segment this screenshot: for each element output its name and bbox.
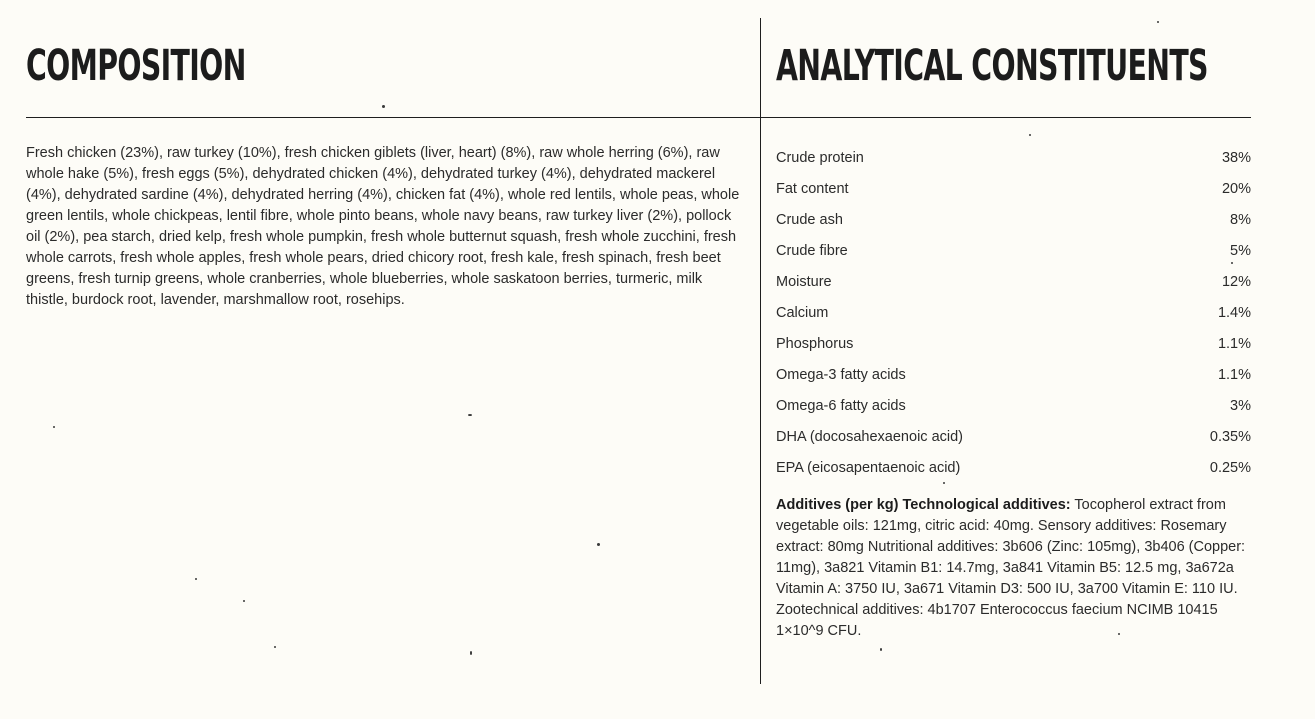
composition-section [26,0,760,311]
additives-label: Additives (per kg) Technological additives: [776,497,1071,513]
constituent-row [776,205,1251,236]
constituent-row [776,360,1251,391]
constituent-value: 8% [1230,212,1251,228]
constituent-row [776,236,1251,267]
constituent-value: 0.25% [1209,460,1251,476]
constituent-value: 1.4% [1217,305,1251,321]
additives-details: Tocopherol extract from vegetable oils: 121mg, citric acid: 40mg. Sensory additives: Rosemary extract: 80mg Nutritional additives: 3b606 (Zinc: 105mg), 3b406 (Copper: 11mg), 3a821 Vitamin B1: 14.7mg, 3a841 Vitamin B5: 12.5 mg, 3a672a Vitamin A: 3750 IU, 3a671 Vitamin D3: 500 IU, 3a700 Vitamin E: 110 IU. Zootechnical additives: 4b1707 Enterococcus faecium NCIMB 10415 1×10^9 CFU. [776,497,1246,639]
constituent-name: Omega-6 fatty acids [776,398,906,414]
constituent-row [776,298,1251,329]
constituent-value: 12% [1221,274,1251,290]
constituent-name: Moisture [776,274,832,290]
constituent-row [776,267,1251,298]
constituent-name: Omega-3 fatty acids [776,367,906,383]
constituent-name: DHA (docosahexaenoic acid) [776,429,963,445]
constituent-name: EPA (eicosapentaenoic acid) [776,460,961,476]
constituent-row [776,422,1251,453]
constituent-value: 3% [1230,398,1251,414]
constituent-name: Phosphorus [776,336,854,352]
constituent-value: 5% [1230,243,1251,259]
constituent-name: Calcium [776,305,829,321]
constituent-name: Fat content [776,181,849,197]
analytical-title: ANALYTICAL CONSTITUENTS [776,41,1208,91]
constituent-value: 1.1% [1217,336,1251,352]
constituent-name: Crude fibre [776,243,848,259]
constituent-row [776,143,1251,174]
constituent-value: 20% [1221,181,1251,197]
constituents-list [776,143,1251,484]
analytical-section [776,0,1251,657]
composition-text: Fresh chicken (23%), raw turkey (10%), fresh chicken giblets (liver, heart) (8%), raw whole herring (6%), raw whole hake (5%), fresh eggs (5%), dehydrated chicken (4%), dehydrated turkey (4%), dehydrated mackerel (4%), dehydrated sardine (4%), dehydrated herring (4%), chicken fat (4%), whole red lentils, whole peas, whole green lentils, whole chickpeas, lentil fibre, whole pinto beans, whole navy beans, raw turkey liver (2%), pollock oil (2%), pea starch, dried kelp, fresh whole pumpkin, fresh whole butternut squash, fresh whole zucchini, fresh whole carrots, fresh whole apples, fresh whole pears, dried chicory root, fresh kale, fresh spinach, fresh beet greens, fresh turnip greens, whole cranberries, whole blueberries, whole saskatoon berries, turmeric, milk thistle, burdock root, lavender, marshmallow root, rosehips. [26,145,740,308]
constituent-value: 1.1% [1217,367,1251,383]
constituent-row [776,453,1251,484]
constituent-value: 38% [1221,150,1251,166]
constituent-value: 0.35% [1209,429,1251,445]
constituent-row [776,329,1251,360]
constituent-name: Crude ash [776,212,843,228]
constituent-row [776,391,1251,422]
constituent-name: Crude protein [776,150,864,166]
composition-title: COMPOSITION [26,41,246,91]
additives-text [776,495,1248,642]
constituent-row [776,174,1251,205]
